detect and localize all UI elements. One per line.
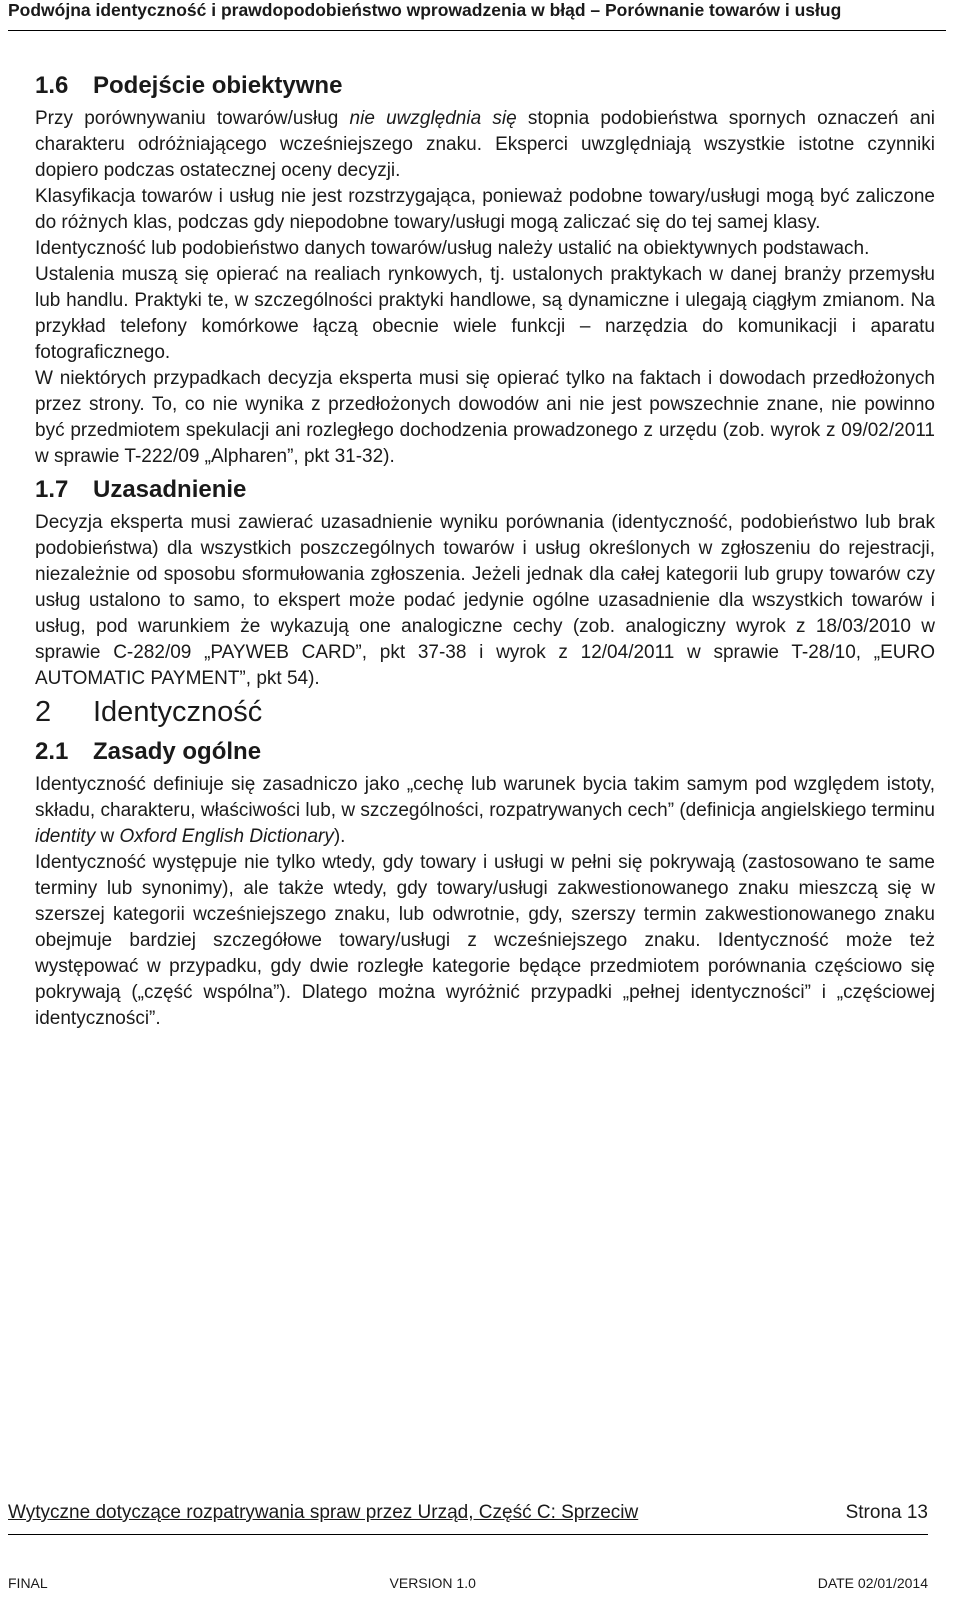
section-title: Podejście obiektywne <box>93 72 343 99</box>
page-number: Strona 13 <box>845 1502 928 1523</box>
page-footer <box>8 1500 928 1526</box>
header-divider <box>8 30 946 31</box>
footer-version: VERSION 1.0 <box>389 1575 476 1591</box>
page-header: Podwójna identyczność i prawdopodobieństwo wprowadzenia w błąd – Porównanie towarów i usług <box>8 0 842 20</box>
section-title: Identyczność <box>93 696 263 728</box>
section-title: Uzasadnienie <box>93 476 247 503</box>
paragraph <box>35 106 935 184</box>
section-heading-1-6 <box>35 66 935 106</box>
paragraph: Identyczność lub podobieństwo danych towarów/usług należy ustalić na obiektywnych podstawach. <box>35 238 870 259</box>
footer-status: FINAL <box>8 1575 48 1591</box>
section-number: 2.1 <box>35 738 69 765</box>
section-number: 2 <box>35 696 52 728</box>
paragraph: Identyczność występuje nie tylko wtedy, gdy towary i usługi w pełni się pokrywają (zastosowano te same terminy lub synonimy), ale także wtedy, gdy towary/usługi zakwestionowanego znaku mieszczą się w szerszej kategorii wcześniejszego znaku, lub odwrotnie, gdy, szerszy termin zakwestionowanego znaku obejmuje bardziej szczegółowe towary/usługi z wcześniejszego znaku. Identyczność może też występować w przypadku, gdy dwie rozległe kategorie będące przedmiotem porównania częściowo się pokrywają („część wspólna”). Dlatego można wyróżnić przypadki „pełnej identyczności” i „częściowej identyczności”. <box>35 852 935 1029</box>
section-title: Zasady ogólne <box>93 738 262 765</box>
footer-date: DATE 02/01/2014 <box>817 1575 928 1591</box>
section-number: 1.7 <box>35 476 69 503</box>
text-run: Przy porównywaniu towarów/usług <box>35 108 350 129</box>
document-body <box>35 66 935 1032</box>
text-run: ). <box>333 826 346 847</box>
footer-meta <box>8 1574 928 1592</box>
footer-document-title: Wytyczne dotyczące rozpatrywania spraw przez Urząd, Część C: Sprzeciw <box>8 1502 639 1523</box>
paragraph <box>35 772 935 850</box>
italic-text: identity <box>35 826 96 847</box>
paragraph: W niektórych przypadkach decyzja eksperta musi się opierać tylko na faktach i dowodach przedłożonych przez strony. To, co nie wynika z przedłożonych dowodów ani nie jest powszechnie znane, nie powinno być przedmiotem spekulacji ani rozległego dochodzenia prowadzonego z urzędu (zob. wyrok z 09/02/2011 w sprawie T-222/09 „Alpharen”, pkt 31-32). <box>35 368 935 467</box>
italic-text: Oxford English Dictionary <box>119 826 334 847</box>
section-heading-2 <box>35 692 935 732</box>
paragraph: Decyzja eksperta musi zawierać uzasadnienie wyniku porównania (identyczność, podobieństwo lub brak podobieństwa) dla wszystkich poszczególnych towarów i usług określonych w zgłoszeniu do rejestracji, niezależnie od sposobu sformułowania zgłoszenia. Jeżeli jednak dla całej kategorii lub grupy towarów czy usług ustalono to samo, to ekspert może podać jedynie ogólne uzasadnienie dla wszystkich towarów i usług, pod warunkiem że wykazują one analogiczne cechy (zob. analogiczny wyrok z 18/03/2010 w sprawie C-282/09 „PAYWEB CARD”, pkt 37-38 i wyrok z 12/04/2011 w sprawie T-28/10, „EURO AUTOMATIC PAYMENT”, pkt 54). <box>35 512 935 689</box>
text-run: w <box>95 826 120 847</box>
section-heading-2-1 <box>35 732 935 772</box>
section-number: 1.6 <box>35 72 69 99</box>
paragraph: Klasyfikacja towarów i usług nie jest rozstrzygająca, ponieważ podobne towary/usługi mogą być zaliczone do różnych klas, podczas gdy niepodobne towary/usługi mogą zaliczać się do tej samej klasy. <box>35 186 935 233</box>
italic-text: nie uwzględnia się <box>349 108 517 129</box>
text-run: Identyczność definiuje się zasadniczo jako „cechę lub warunek bycia takim samym pod względem istoty, składu, charakteru, właściwości lub, w szczególności, rozpatrywanych cech” (definicja angielskiego terminu <box>35 774 935 821</box>
paragraph: Ustalenia muszą się opierać na realiach rynkowych, tj. ustalonych praktykach w danej branży przemysłu lub handlu. Praktyki te, w szczególności praktyki handlowe, są dynamiczne i ulegają ciągłym zmianom. Na przykład telefony komórkowe łączą obecnie wiele funkcji – narzędzia do komunikacji i aparatu fotograficznego. <box>35 264 935 363</box>
text-run: stopnia podobieństwa spornych oznaczeń ani charakteru odróżniającego wcześniejszego znaku. Eksperci uwzględniają wszystkie istotne czynniki dopiero podczas ostatecznej oceny decyzji. <box>35 108 935 181</box>
footer-divider <box>8 1534 928 1535</box>
section-heading-1-7 <box>35 470 935 510</box>
